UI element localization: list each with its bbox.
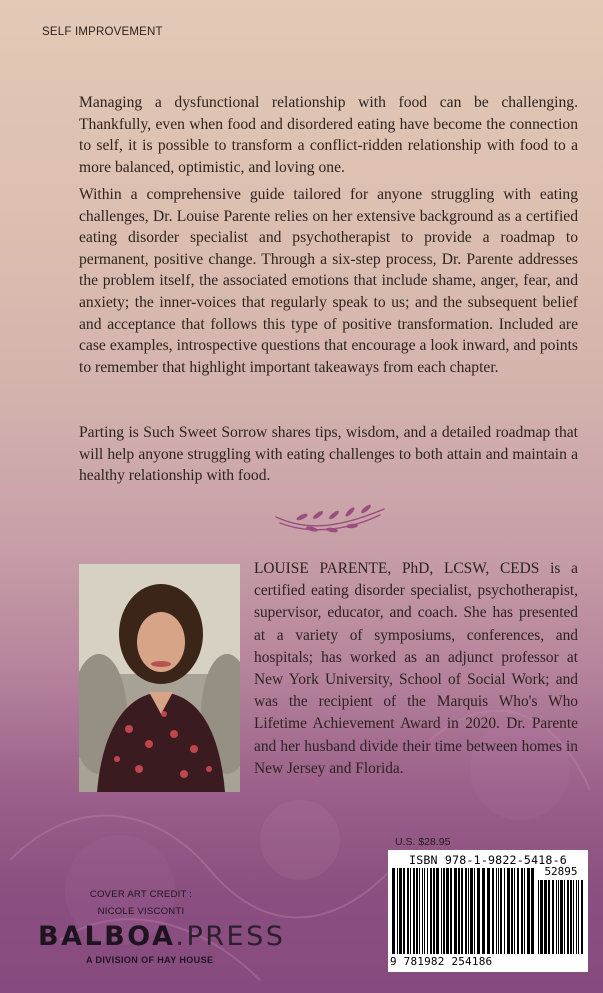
cover-art-credit-name: NICOLE VISCONTI [97, 906, 185, 917]
publisher-name-press: .PRESS [175, 921, 286, 952]
description-paragraph-2: Within a comprehensive guide tailored for anyone struggling with eating challenges, Dr. Louise Parente relies on her extensive background as a certified eating disorder specialist and psychotherapist to provide a roadmap to permanent, positive change. Through a six-step process, Dr. Parente addresses the problem itself, the associated emotions that include shame, anger, fear, and anxiety; the inner-voices that regularly speak to us; and the subsequent belief and acceptance that follows this type of positive transformation. Included are case examples, introspective questions that encourage a look inward, and points to remember that highlight important takeaways from each chapter. [79, 186, 578, 376]
publisher-division: A DIVISION OF HAY HOUSE [86, 955, 214, 965]
isbn-text: ISBN 978-1-9822-5418-6 [409, 853, 567, 867]
category-label: SELF IMPROVEMENT [42, 26, 163, 38]
author-bio: LOUISE PARENTE, PhD, LCSW, CEDS is a certified eating disorder specialist, psychotherapist, supervisor, educator, and coach. She has presented at a variety of symposiums, conferences, and hospitals; has worked as an adjunct professor at New York University, School of Social Work; and was the recipient of the Marquis Who's Who Lifetime Achievement Award in 2020. Dr. Parente and her husband divide their time between homes in New Jersey and Florida. [254, 560, 578, 777]
description-paragraph-3: Parting is Such Sweet Sorrow shares tips, wisdom, and a detailed roadmap that will help anyone struggling with eating challenges to both attain and maintain a healthy relationship with food. [79, 424, 578, 485]
publisher-logo [38, 921, 285, 952]
isbn-barcode [388, 850, 588, 972]
barcode-number: 9 781982 254186 [390, 955, 493, 968]
description-paragraph-1: Managing a dysfunctional relationship with food can be challenging. Thankfully, even when food and disordered eating have become the connection to self, it is possible to transform a conflict-ridden relationship with food to a more balanced, optimistic, and loving one. [79, 94, 578, 176]
publisher-name-balboa: BALBOA [38, 921, 176, 952]
cover-art-credit-label: COVER ART CREDIT : [89, 889, 193, 900]
price-barcode-bars [538, 880, 584, 954]
ean-barcode-bars [392, 868, 534, 954]
price-label: U.S. $28.95 [395, 836, 451, 848]
price-code: 52895 [544, 865, 578, 878]
author-photo [79, 564, 240, 792]
leaf-ornament-icon [272, 503, 388, 537]
